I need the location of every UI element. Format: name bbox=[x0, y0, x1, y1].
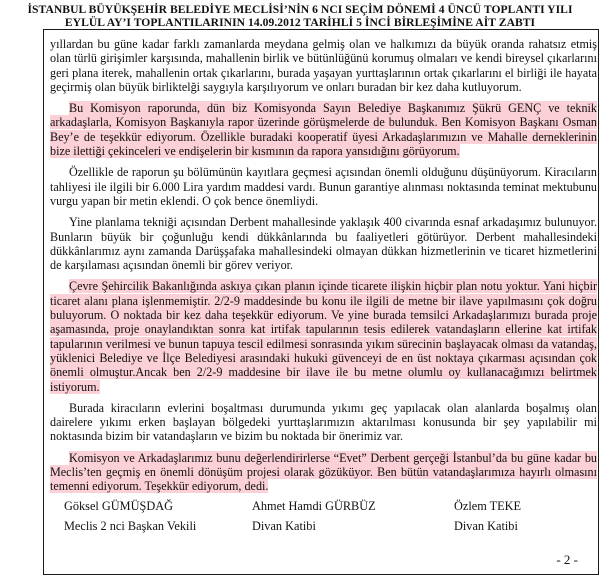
signature-role: Divan Katibi bbox=[252, 519, 316, 533]
paragraph-2-highlighted-text: Bu Komisyon raporunda, dün biz Komisyonda Sayın Belediye Başkanımız Şükrü GENÇ ve teknik arkadaşlarla, Komisyon Başkanıyla rapor üzerinde görüşmelerde de bulunduk. Ben Komisyon Başkanı Osman Bey’e de teşekkür ediyorum. Özellikle buradaki kooperatif üyesi Arkadaşlarımızın ve Mahalle derneklerinin bize ilettiği çekinceleri ve endişelerin bir kısmının da rapora yansıdığını görüyorum. bbox=[50, 101, 597, 159]
paragraph-1-text: yıllardan bu güne kadar farklı zamanlarda meydana gelmiş olan ve halkımızı da büyük oranda rahatsız etmiş olan türlü girişimler karşısında, mahallenin birlik ve bütünlüğünü korumuş olmaları ve kendi bireysel çıkarlarını geri plana iterek, mahallenin ortak çıkarlarını, burada yaşayan yurttaşlarının ortak çıkarlarını el birliği ile hayata geçirmiş olan büyük birliktelği saygıyla karşılıyorum ve onları buradan bir kez daha kutluyorum. bbox=[50, 37, 597, 94]
signature-role: Divan Katibi bbox=[454, 519, 518, 533]
signature-chair bbox=[64, 496, 196, 536]
paragraph-3 bbox=[50, 165, 597, 208]
paragraph-3-text: Özellikle de raporun şu bölümünün kayıtlara geçmesi açısından önemli olduğunu düşünüyorum. Kiracıların tahliyesi ile ilgili bir 6.000 Lira yardım maddesi vardı. Bunun garantiye alınması noktasında teminat mektubunu vurgu yapan bir metin eklendi. O çok bence önemliydi. bbox=[50, 165, 597, 208]
paragraph-6-text: Burada kiracıların evlerini boşaltması durumunda yıkımı geç yapılacak olan alanlarda boşalmış olan dairelere yıkımı erken başlayan bölgedeki yurttaşlarımızın aktarılması konusunda bir şey yapılabilir mi noktasında bizim bir vatandaşların ve bizim bu noktada bir önerimiz var. bbox=[50, 400, 597, 444]
signature-clerk-2 bbox=[454, 496, 521, 536]
minutes-body bbox=[50, 37, 597, 501]
page-number: - 2 - bbox=[556, 552, 578, 567]
signature-clerk-1 bbox=[252, 496, 376, 536]
paragraph-7 bbox=[50, 451, 597, 494]
header-line-1: İSTANBUL BÜYÜKŞEHİR BELEDİYE MECLİSİ’NİN 6 NCI SEÇİM DÖNEMİ 4 ÜNCÜ TOPLANTI YILI bbox=[27, 3, 573, 16]
paragraph-6 bbox=[50, 401, 597, 444]
paragraph-2 bbox=[50, 101, 597, 158]
paragraph-5 bbox=[50, 279, 597, 393]
header-line-2: EYLÜL AY’I TOPLANTILARININ 14.09.2012 TARİHLİ 5 İNCİ BİRLEŞİMİNE AİT ZABTI bbox=[64, 16, 536, 29]
paragraph-5-highlighted-text: Çevre Şehircilik Bakanlığında askıya çıkan planın içinde ticarete ilişkin hiçbir plan notu yoktur. Yani hiçbir ticaret alanı plana işlenmemiştir. 2/2-9 maddesinde bu konu ile ilgili de metne bir ilave yapılmasını çok doğru buluyorum. O noktada bir kez daha teşekkür ediyorum. Ve yine burada temsilci Arkadaşlarımızı burada proje aşamasında, proje onaylandıktan sonra kat irtifak tapularının tesis edilerek vatandaşların ellerine kat irtifak tapularının verilmesi ve bunun tapuya tescil edilmesi sonrasında yıkım sürecinin başlayacak olması da vatandaş, yüklenici Belediye ve İlçe Belediyesi arasındaki hukuki güvenceyi de en üst noktaya çıkarması açısından çok önemli olmuştur.Ancak ben 2/2-9 maddesine bir ilave ile bu metne olumlu oy kullanacağımızı belirtmek istiyorum. bbox=[50, 279, 597, 394]
paragraph-4 bbox=[50, 215, 597, 272]
signature-name: Göksel GÜMÜŞDAĞ bbox=[64, 499, 173, 513]
paragraph-4-text: Yine planlama tekniği açısından Derbent mahallesinde yaklaşık 400 civarında esnaf arkadaşımız bulunuyor. Bunların büyük bir çoğunluğu kendi dükkânlarında bu faaliyetleri götürüyor. Derbent mahallesindeki dükkânlarımız aynı zamanda Darüşşafaka mahallesindeki olmayan dükkan hizmetlerinin ve ticaret hizmetlerini de karşılaması açısından önemli bir görev veriyor. bbox=[50, 215, 597, 273]
paragraph-7-highlighted-text: Komisyon ve Arkadaşlarımız bunu değerlendirirlerse “Evet” Derbent gerçeği İstanbul’da bu güne kadar bu Meclis’ten geçmiş en önemli dönüşüm projesi olarak gözüküyor. Ben bütün vatandaşlarımıza hayırlı olmasını temenni ediyorum. Teşekkür ediyorum, dedi. bbox=[50, 450, 597, 494]
signature-name: Ahmet Hamdi GÜRBÜZ bbox=[252, 499, 376, 513]
document-header bbox=[0, 3, 600, 29]
signature-role: Meclis 2 nci Başkan Vekili bbox=[64, 519, 197, 533]
signature-name: Özlem TEKE bbox=[454, 499, 522, 513]
paragraph-1 bbox=[50, 37, 597, 94]
